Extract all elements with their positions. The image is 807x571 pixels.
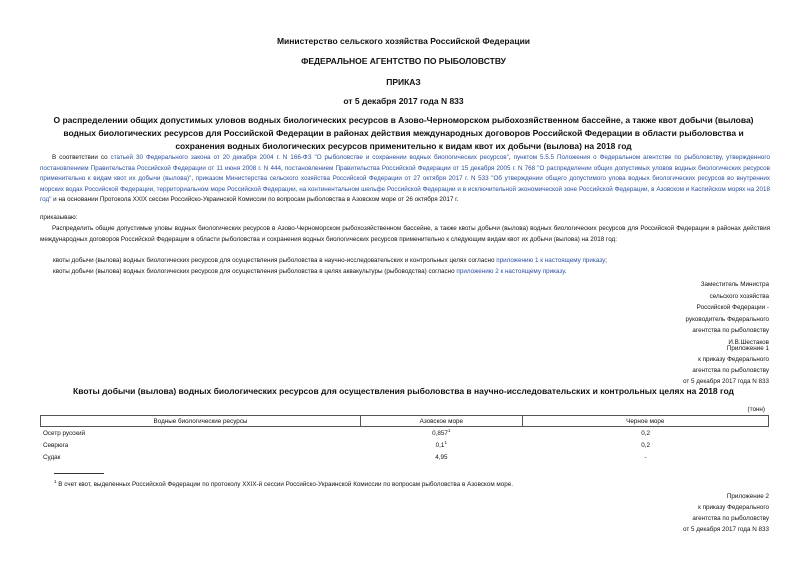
footnote-mark: 1 [447,428,451,434]
column-header-azov: Азовское море [361,416,523,427]
azov-cell [361,451,523,463]
footnote-mark: 1 [444,440,447,446]
order-date: от 5 декабря 2017 года N 833 [343,96,464,106]
appendix1-link[interactable]: приложению 1 к настоящему приказу [496,257,606,264]
preamble-text: В соответствии со [52,154,111,161]
azov-value: 0,857 [432,430,448,438]
azov-cell [361,427,523,440]
ministry-order-link[interactable]: приказом Министерства сельского хозяйства Российской Федерации от 27 октября 2017 г. N 533 "Об утверждении общего допустимого улова водных биологических ресурсов во внутренних морских водах Российской Федерации, территориальном море Российской Федерации, на континентальном шельфе Российской Федерации и в исключительной экономической зоне Российской Федерации, в Азовском и Каспийском морях на 2018 год" [40,175,771,203]
footnote-mark: 1 [54,479,57,484]
appendix-line: Приложение 2 [726,493,769,500]
table-row [41,451,769,463]
table-title: Квоты добычи (вылова) водных биологических ресурсов для осуществления рыболовства в научно-исследовательских и контрольных целях на 2018 год [73,386,734,396]
appendix-line: агентства по рыболовству [692,515,769,522]
signature-block [609,279,769,348]
appendix-line: к приказу Федерального [698,356,769,363]
table-units: (тонн) [747,406,765,413]
order-word: приказываю: [40,214,78,221]
list-item [53,267,770,278]
preamble-paragraph [40,153,770,206]
list-item-text: квоты добычи (вылова) водных биологических ресурсов для осуществления рыболовства в целях аквакультуры (рыбоводства) согласно [53,268,457,275]
distribute-paragraph: Распределить общие допустимые уловы водных биологических ресурсов в Азово-Черноморском рыбохозяйственном бассейне, а также квоты добычи (вылова) водных биологических ресурсов для Российской Федерации в районах действия международных договоров Российской Федерации в области рыболовства и сохранения водных биологических ресурсов применительно к следующим видам квот их добычи (вылова) на 2018 год: [40,225,770,243]
appendix-line: к приказу Федерального [698,504,769,511]
footnote-text: В счет квот, выделенных Российской Федерации по протоколу XXIX-й сессии Российско-Украинской Комиссии по вопросам рыболовства в Азовском море. [56,481,513,489]
appendix-line: от 5 декабря 2017 года N 833 [682,378,769,385]
signature-line: сельского хозяйства [709,292,769,300]
appendix2-link[interactable]: приложению 2 к настоящему приказу [456,268,565,275]
footnote [54,479,513,488]
list-item-text: квоты добычи (вылова) водных биологических ресурсов для осуществления рыболовства в научно-исследовательских и контрольных целях согласно [53,257,497,264]
species-cell: Осетр русский [41,427,361,440]
signature-line: агентства по рыболовству [692,327,769,334]
appendix2-header [609,491,769,535]
species-cell: Севрюга [41,439,361,451]
footnote-divider [54,473,104,474]
appendix-line: от 5 декабря 2017 года N 833 [682,526,769,533]
preamble-text: , [508,154,514,161]
table-row [41,439,769,451]
preamble-text: , [280,164,285,172]
black-sea-cell: 0,2 [522,439,768,451]
black-sea-cell: - [522,451,768,463]
table-row [41,427,769,440]
species-cell: Судак [41,451,361,463]
list-item-end: ; [605,257,607,264]
law-link[interactable]: статьей 30 Федерального закона от 20 декабря 2004 г. N 166-ФЗ "О рыболовстве и сохранении водных биологических ресурсов" [110,154,509,161]
appendix-line: агентства по рыболовству [692,367,769,374]
azov-cell [361,439,523,451]
signature-line: Российской Федерации - [696,304,769,311]
appendix1-header [609,343,769,387]
appendix-line: Приложение 1 [726,345,769,352]
list-item [53,256,770,267]
resolution-link[interactable]: постановлением Правительства Российской Федерации от 15 декабря 2005 г. N 768 "О распределении общих допустимых уловов водных биологических ресурсов применительно к видам квот их добычи (вылова)" [40,164,770,182]
column-header-black-sea: Черное море [522,416,768,427]
quota-table [40,415,769,463]
order-heading: ПРИКАЗ [386,77,421,87]
order-title: О распределении общих допустимых уловов водных биологических ресурсов в Азово-Черноморском рыбохозяйственном бассейне, а также квот добычи (вылова) водных биологических ресурсов для Российской Федерации в районах действия международных договоров Российской Федерации в области рыболовства и сохранения водных биологических ресурсов применительно к видам квот их добычи (вылова) на 2018 год [53,115,754,151]
regulation-link[interactable]: пунктом 5.5.5 Положения о Федеральном агентстве по рыболовству, утвержденного постановлением Правительства Российской Федерации от 11 июня 2008 г. N 444 [40,154,770,172]
signatory-name: И.В.Шестаков [728,338,769,346]
table-header-row [41,416,769,427]
ministry-heading: Министерство сельского хозяйства Российской Федерации [276,36,531,46]
preamble-text: , [191,175,196,182]
azov-value: 4,95 [435,454,448,462]
column-header-resources: Водные биологические ресурсы [41,416,361,427]
signature-line: Заместитель Министра [700,281,769,288]
agency-heading: ФЕДЕРАЛЬНОЕ АГЕНТСТВО ПО РЫБОЛОВСТВУ [301,56,506,66]
signature-line: руководитель Федерального [685,315,769,323]
preamble-text: и на основании Протокола XXIX сессии Российско-Украинской Комиссии по вопросам рыболовства в Азовском море от 26 октября 2017 г. [51,196,459,203]
list-item-end: . [564,268,567,275]
azov-value: 0,1 [435,442,445,450]
black-sea-cell: 0,2 [522,427,768,440]
